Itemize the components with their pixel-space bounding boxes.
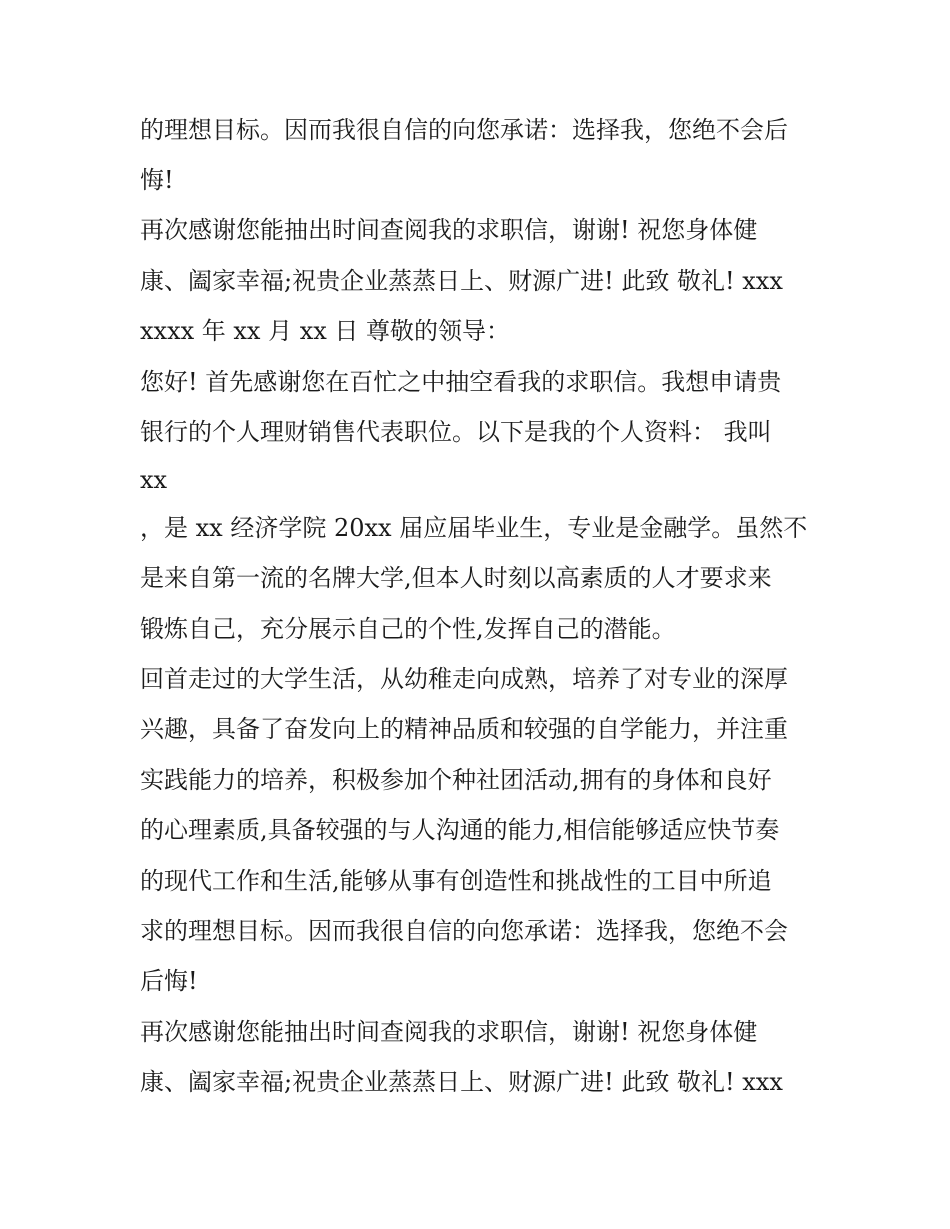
text-line: 再次感谢您能抽出时间查阅我的求职信，谢谢! 祝您身体健 [140, 1018, 758, 1046]
text-line: 您好! 首先感谢您在百忙之中抽空看我的求职信。我想申请贵 [140, 368, 782, 396]
text-line: 兴趣，具备了奋发向上的精神品质和较强的自学能力，并注重 [140, 715, 788, 743]
text-line: 银行的个人理财销售代表职位。以下是我的个人资料： 我叫 [140, 418, 772, 446]
text-line: xx [140, 466, 168, 494]
text-line: 再次感谢您能抽出时间查阅我的求职信，谢谢! 祝您身体健 [140, 216, 758, 244]
text-line: 求的理想目标。因而我很自信的向您承诺：选择我，您绝不会 [140, 917, 788, 945]
text-line: xxxx 年 xx 月 xx 日 尊敬的领导： [140, 317, 511, 345]
text-line: 是来自第一流的名牌大学,但本人时刻以高素质的人才要求来 [140, 564, 772, 592]
text-line: 实践能力的培养，积极参加个种社团活动,拥有的身体和良好 [140, 766, 772, 794]
text-line: 康、阖家幸福;祝贵企业蒸蒸日上、财源广进! 此致 敬礼! xxx [140, 267, 783, 295]
text-line: 的心理素质,具备较强的与人沟通的能力,相信能够适应快节奏 [140, 816, 780, 844]
text-line: ，是 xx 经济学院 20xx 届应届毕业生，专业是金融学。虽然不 [140, 514, 808, 542]
text-line: 后悔! [140, 967, 198, 995]
text-line: 悔! [140, 166, 174, 194]
text-line: 康、阖家幸福;祝贵企业蒸蒸日上、财源广进! 此致 敬礼! xxx [140, 1068, 783, 1096]
text-line: 的现代工作和生活,能够从事有创造性和挑战性的工目中所追 [140, 867, 772, 895]
text-line: 的理想目标。因而我很自信的向您承诺：选择我，您绝不会后 [140, 116, 788, 144]
text-line: 锻炼自己，充分展示自己的个性,发挥自己的潜能。 [140, 615, 676, 643]
text-line: 回首走过的大学生活，从幼稚走向成熟，培养了对专业的深厚 [140, 665, 788, 693]
